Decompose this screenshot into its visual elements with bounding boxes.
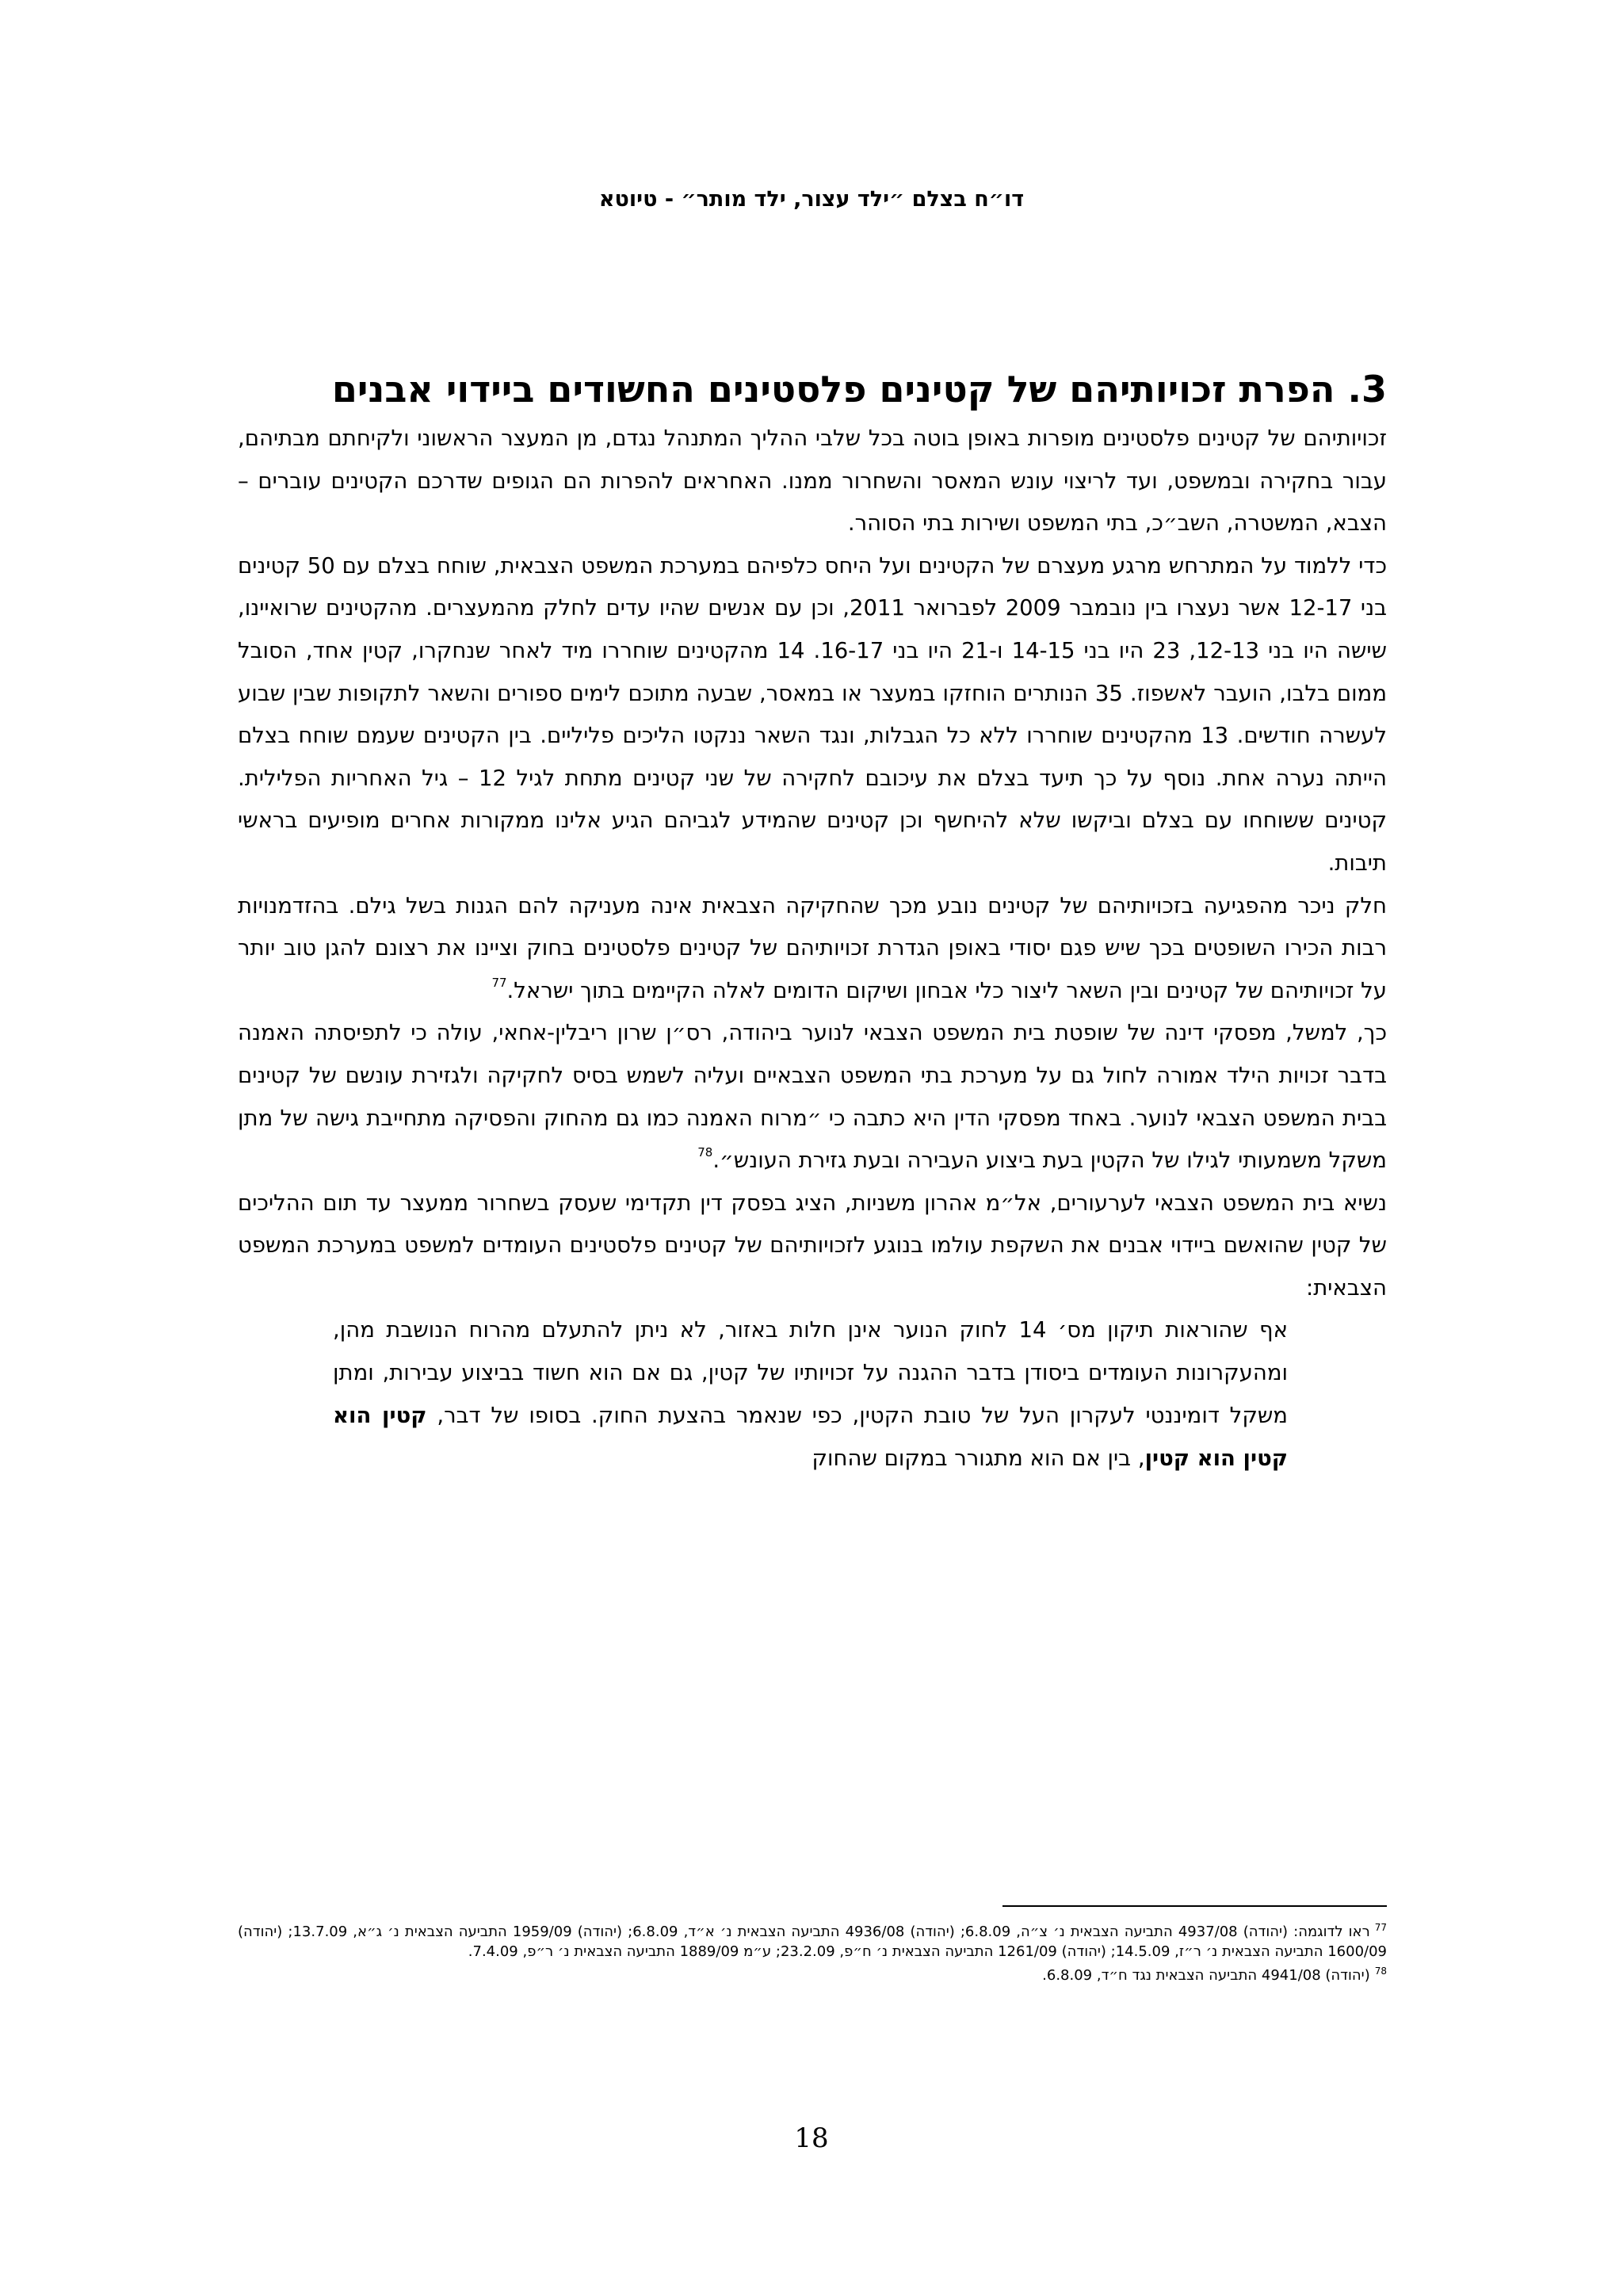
- quote-text: , בין אם הוא מתגורר במקום שהחוק: [812, 1445, 1145, 1471]
- footnote: [238, 1962, 1387, 1985]
- paragraph: נשיא בית המשפט הצבאי לערעורים, אל״מ אהרון משניות, הציג בפסק דין תקדימי שעסק בשחרור ממעצר עד תום ההליכים של קטין שהואשם ביידוי אבנים את השקפת עולמו בנוגע לזכויותיהם של קטינים פלסטינים העומדים למשפט במערכת המשפט הצבאית:: [238, 1190, 1387, 1301]
- paragraph: זכויותיהם של קטינים פלסטינים מופרות באופן בוטה בכל שלבי ההליך המתנהל נגדם, מן המעצר הראשוני ולקיחתם מבתיהם, עבור בחקירה ובמשפט, ועד לריצוי עונש המאסר והשחרור ממנו. האחראים להפרות הם הגופים שדרכם הקטינים עוברים – הצבא, המשטרה, השב״כ, בתי המשפט ושירות בתי הסוהר.: [238, 426, 1387, 537]
- footnote-reference: 78: [697, 1145, 713, 1160]
- footnote-separator: [1002, 1905, 1387, 1907]
- paragraph: כדי ללמוד על המתרחש מרגע מעצרם של הקטינים ועל היחס כלפיהם במערכת המשפט הצבאית, שוחח בצלם עם 50 קטינים בני 12-17 אשר נעצרו בין נובמבר 2009 לפברואר 2011, וכן עם אנשים שהיו עדים לחלק מהמעצרים. מהקטינים שרואיינו, שישה היו בני 12-13, 23 היו בני 14-15 ו-21 היו בני 16-17. 14 מהקטינים שוחררו מיד לאחר שנחקרו, קטין אחד, הסובל ממום בלבו, הועבר לאשפוז. 35 הנותרים הוחזקו במעצר או במאסר, שבעה מתוכם לימים ספורים והשאר לתקופות שבין שבוע לעשרה חודשים. 13 מהקטינים שוחררו ללא כל הגבלות, ונגד השאר ננקטו הליכים פליליים. בין הקטינים שעמם שוחח בצלם הייתה נערה אחת. נוסף על כך תיעד בצלם את עיכובם לחקירה של שני קטינים מתחת לגיל 12 – גיל האחריות הפלילית. קטינים ששוחחו עם בצלם וביקשו שלא להיחשף וכן קטינים שהמידע לגביהם הגיע אלינו ממקורות אחרים מופיעים בראשי תיבות.: [238, 552, 1388, 876]
- running-header: דו״ח בצלם ״ילד עצור, ילד מותר״ - טיוטא: [598, 187, 1025, 212]
- page-number: 18: [794, 2122, 829, 2154]
- block-quote: [333, 1309, 1288, 1480]
- paragraph: [238, 885, 1387, 1013]
- body-content: [238, 361, 1387, 1480]
- footnote-text: (יהודה) 4941/08 התביעה הצבאית נגד ח״ד, 6.8.09.: [1042, 1967, 1370, 1984]
- paragraph-text: כך, למשל, מפסקי דינה של שופטת בית המשפט הצבאי לנוער ביהודה, רס״ן שרון ריבלין-אחאי, עולה כי לתפיסתה האמנה בדבר זכויות הילד אמורה לחול גם על מערכת בתי המשפט הצבאיים ועליה לשמש בסיס לחקיקה ולגזירת עונשם של קטינים בבית המשפט הצבאי לנוער. באחד מפסקי הדין היא כתבה כי ״מרוח האמנה כמו גם מהחוק והפסיקה מתחייבת גישה של מתן משקל משמעותי לגילו של הקטין בעת ביצוע העבירה ובעת גזירת העונש״.: [238, 1020, 1387, 1174]
- quote-emphasis: קטין הוא קטין הוא קטין: [333, 1403, 1288, 1471]
- footnotes: [238, 1918, 1387, 1985]
- paragraph-text: חלק ניכר מהפגיעה בזכויותיהם של קטינים נובע מכך שהחקיקה הצבאית אינה מעניקה להם הגנות בשל גילם. בהזדמנויות רבות הכירו השופטים בכך שיש פגם יסודי באופן הגדרת זכויותיהם של קטינים פלסטינים בחוק וציינו את רצונם להגן טוב יותר על זכויותיהם של קטינים ובין השאר ליצור כלי אבחון ושיקום הדומים לאלה הקיימים בתוך ישראל.: [238, 892, 1387, 1003]
- paragraph: [238, 1012, 1387, 1182]
- quote-text: אף שהוראות תיקון מס׳ 14 לחוק הנוער אינן חלות באזור, לא ניתן להתעלם מהרוח הנושבת מהן, ומהעקרונות העומדים ביסודן בדבר ההגנה על זכויותיו של קטין, גם אם הוא חשוד בביצוע עבירות, ומתן משקל דומיננטי לעקרון העל של טובת הקטין, כפי שנאמר בהצעת החוק. בסופו של דבר,: [333, 1317, 1288, 1429]
- footnote-number: 78: [1374, 1966, 1387, 1977]
- footnote-number: 77: [1374, 1922, 1388, 1933]
- section-heading: 3. הפרת זכויותיהם של קטינים פלסטינים החשודים ביידוי אבנים: [331, 368, 1387, 411]
- footnote-reference: 77: [491, 975, 507, 990]
- footnote-text: ראו לדוגמה: (יהודה) 4937/08 התביעה הצבאית נ׳ צ״ה, 6.8.09; (יהודה) 4936/08 התביעה הצבאית נ׳ א״ד, 6.8.09; (יהודה) 1959/09 התביעה הצבאית נ׳ ג״א, 13.7.09; (יהודה) 1600/09 התביעה הצבאית נ׳ ר״ז, 14.5.09; (יהודה) 1261/09 התביעה הצבאית נ׳ ח״פ, 23.2.09; ע״מ 1889/09 התביעה הצבאית נ׳ ר״פ, 7.4.09.: [238, 1924, 1387, 1960]
- footnote: [238, 1918, 1387, 1962]
